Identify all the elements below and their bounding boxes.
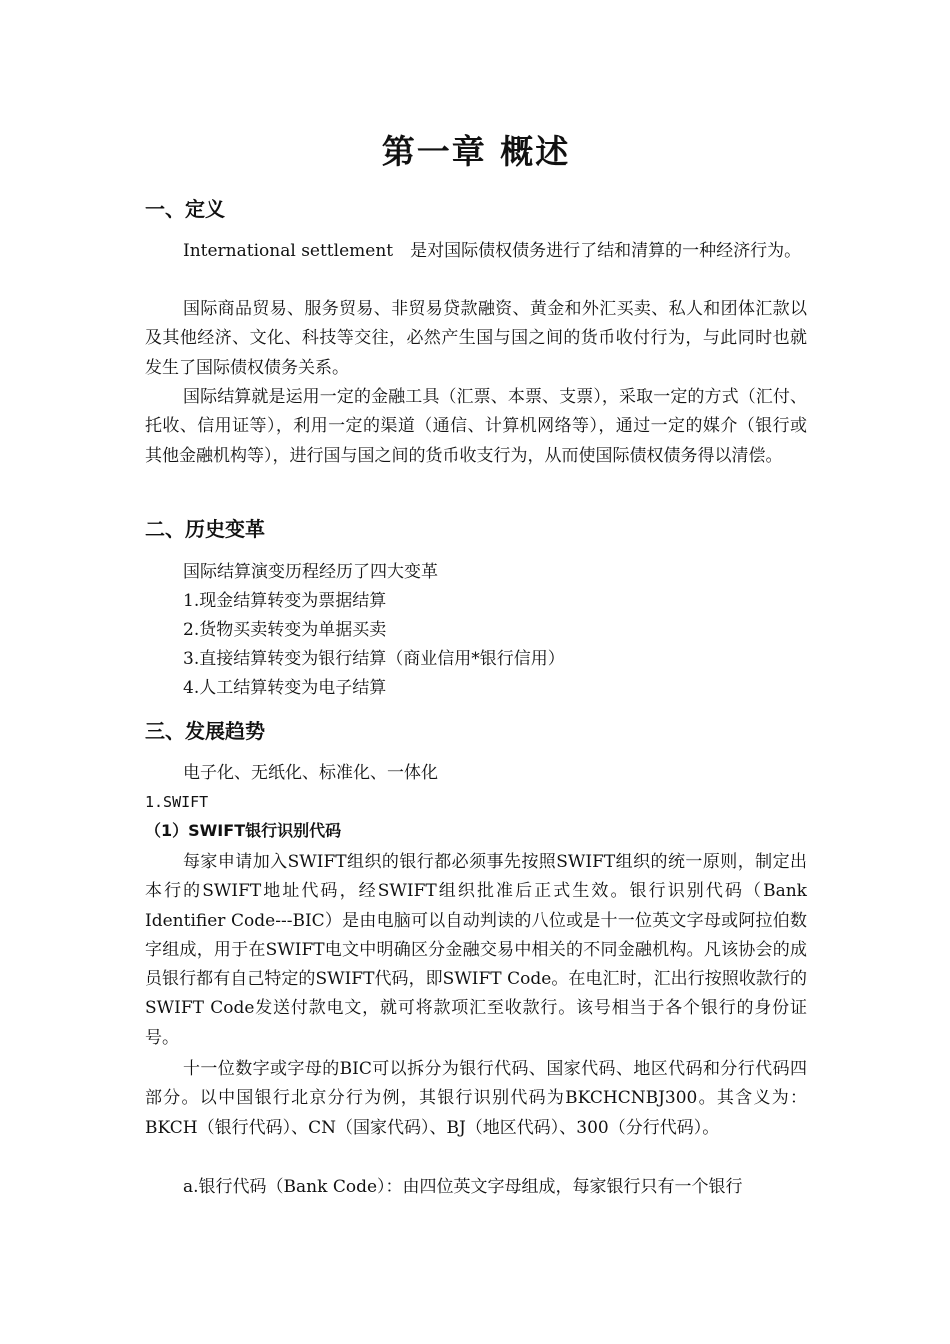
list-item: 3.直接结算转变为银行结算（商业信用*银行信用） (183, 649, 565, 669)
list-item: 国际结算演变历程经历了四大变革 (183, 562, 438, 582)
trend-line: 电子化、无纸化、标准化、一体化 (183, 763, 438, 783)
list-item: 1.现金结算转变为票据结算 (183, 591, 387, 611)
paragraph: 国际结算就是运用一定的金融工具（汇票、本票、支票），采取一定的方式（汇付、托收、信用证等），利用一定的渠道（通信、计算机网络等），通过一定的媒介（银行或其他金融机构等），进行国与国之间的货币收支行为，从而使国际债权债务得以清偿。 (145, 387, 807, 466)
section-heading-history: 二、历史变革 (145, 517, 265, 541)
paragraph: 每家申请加入SWIFT组织的银行都必须事先按照SWIFT组织的统一原则，制定出本行的SWIFT地址代码，经SWIFT组织批准后正式生效。银行识别代码（Bank Identifier Code---BIC）是由电脑可以自动判读的八位或是十一位英文字母或阿拉伯数字组成，用于在SWIFT电文中明确区分金融交易中相关的不同金融机构。凡该协会的成员银行都有自己特定的SWIFT代码，即SWIFT Code。在电汇时，汇出行按照收款行的SWIFT Code发送付款电文，就可将款项汇至收款行。该号相当于各个银行的身份证号。 (145, 852, 807, 1048)
page-title: 第一章 概述 (381, 132, 571, 171)
section-heading-trends: 三、发展趋势 (145, 719, 265, 743)
list-item: 4.人工结算转变为电子结算 (183, 678, 387, 698)
subsubheading-swift-bic: （1）SWIFT银行识别代码 (145, 821, 342, 840)
section-heading-definition: 一、定义 (145, 197, 225, 221)
subheading-swift: 1.SWIFT (145, 793, 209, 811)
paragraph: 十一位数字或字母的BIC可以拆分为银行代码、国家代码、地区代码和分行代码四部分。以中国银行北京分行为例，其银行识别代码为BKCHCNBJ300。其含义为：BKCH（银行代码）、CN（国家代码）、BJ（地区代码）、300（分行代码）。 (145, 1059, 807, 1138)
paragraph: a.银行代码（Bank Code）：由四位英文字母组成，每家银行只有一个银行 (183, 1177, 743, 1197)
paragraph: 国际商品贸易、服务贸易、非贸易贷款融资、黄金和外汇买卖、私人和团体汇款以及其他经济、文化、科技等交往，必然产生国与国之间的货币收付行为，与此同时也就发生了国际债权债务关系。 (145, 299, 807, 378)
list-item: 2.货物买卖转变为单据买卖 (183, 620, 387, 640)
paragraph: International settlement 是对国际债权债务进行了结和清算的一种经济行为。 (183, 241, 802, 261)
